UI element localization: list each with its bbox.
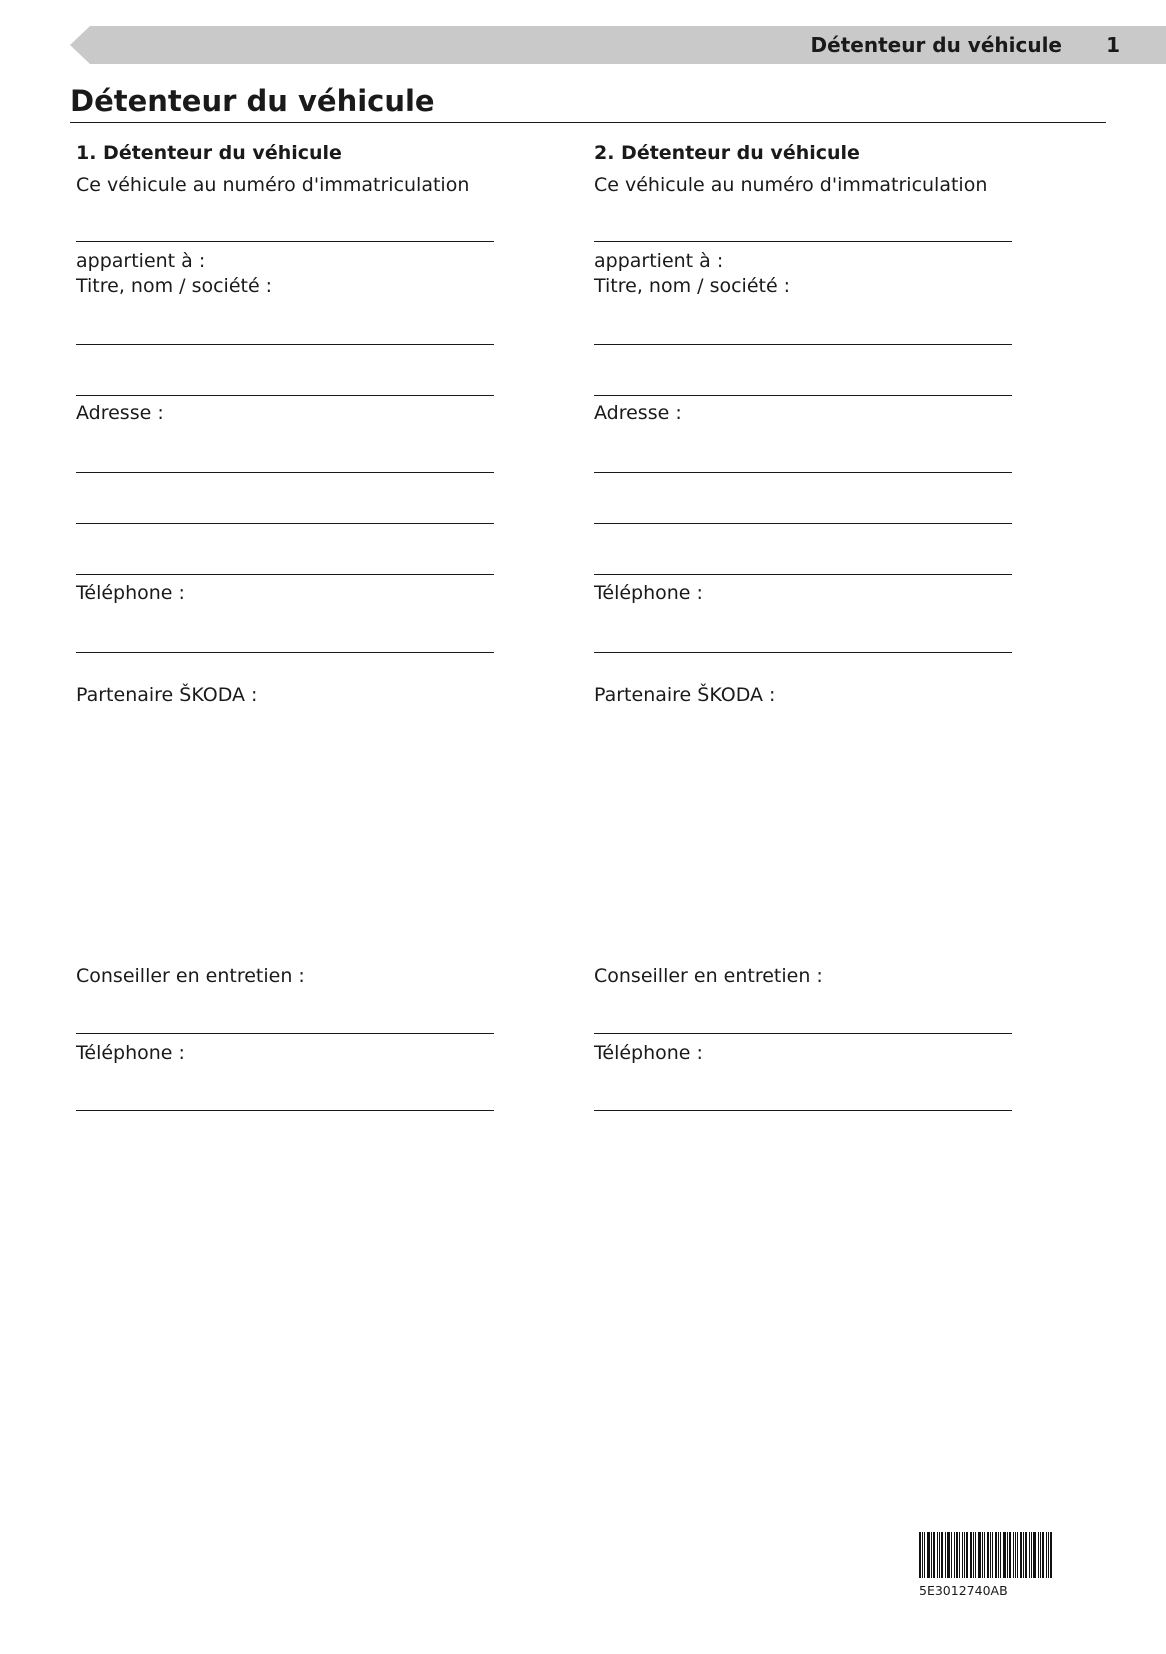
- phone-field[interactable]: [76, 652, 494, 653]
- name-field-2[interactable]: [594, 395, 1012, 396]
- barcode-bar: [1048, 1532, 1049, 1578]
- barcode-bar: [954, 1532, 955, 1578]
- name-field-2[interactable]: [76, 395, 494, 396]
- barcode-bar: [959, 1532, 960, 1578]
- barcode-bar: [941, 1532, 943, 1578]
- barcode-bar: [1007, 1532, 1008, 1578]
- running-header-title: Détenteur du véhicule: [810, 33, 1062, 57]
- barcode-bar: [990, 1532, 991, 1578]
- owner-2-intro: Ce véhicule au numéro d'immatriculation: [594, 174, 988, 196]
- owner-1-heading: 1. Détenteur du véhicule: [76, 142, 342, 164]
- address-field-2[interactable]: [594, 523, 1012, 524]
- barcode-bar: [1009, 1532, 1011, 1578]
- barcode-bar: [966, 1532, 968, 1578]
- barcode-bar: [964, 1532, 965, 1578]
- address-field-1[interactable]: [594, 472, 1012, 473]
- partner-label: Partenaire ŠKODA :: [594, 684, 776, 706]
- barcode-bar: [973, 1532, 974, 1578]
- address-field-2[interactable]: [76, 523, 494, 524]
- barcode-bar: [987, 1532, 989, 1578]
- barcode-graphic: [919, 1532, 1077, 1578]
- advisor-phone-label: Téléphone :: [76, 1042, 185, 1064]
- barcode-bar: [992, 1532, 993, 1578]
- barcode-bar: [975, 1532, 976, 1578]
- advisor-field[interactable]: [76, 1033, 494, 1034]
- barcode-bar: [1003, 1532, 1006, 1578]
- belongs-to-label: appartient à :: [594, 250, 724, 272]
- barcode-bar: [984, 1532, 985, 1578]
- name-field-1[interactable]: [76, 344, 494, 345]
- barcode-bar: [995, 1532, 997, 1578]
- address-label: Adresse :: [76, 402, 164, 424]
- barcode-bar: [931, 1532, 932, 1578]
- barcode-bar: [933, 1532, 935, 1578]
- barcode-bar: [939, 1532, 940, 1578]
- barcode-bar: [1042, 1532, 1044, 1578]
- barcode-bar: [924, 1532, 925, 1578]
- barcode-bar: [945, 1532, 946, 1578]
- advisor-phone-field[interactable]: [76, 1110, 494, 1111]
- barcode-bar: [919, 1532, 921, 1578]
- page-number: 1: [1106, 33, 1120, 57]
- owner-1-intro: Ce véhicule au numéro d'immatriculation: [76, 174, 470, 196]
- barcode-bar: [1015, 1532, 1016, 1578]
- barcode-bar: [947, 1532, 950, 1578]
- barcode-bar: [1033, 1532, 1036, 1578]
- barcode-bar: [1046, 1532, 1047, 1578]
- barcode-bar: [927, 1532, 930, 1578]
- owner-1-form: [76, 0, 516, 1654]
- barcode-bar: [1013, 1532, 1014, 1578]
- barcode-bar: [951, 1532, 952, 1578]
- page-title: Détenteur du véhicule: [70, 84, 435, 118]
- barcode-bar: [1017, 1532, 1018, 1578]
- barcode-bar: [1031, 1532, 1032, 1578]
- owner-2-form: [594, 0, 1034, 1654]
- barcode-bar: [1029, 1532, 1030, 1578]
- barcode-number: 5E3012740AB: [919, 1583, 1008, 1598]
- barcode-bar: [978, 1532, 981, 1578]
- barcode-bar: [1038, 1532, 1039, 1578]
- advisor-label: Conseiller en entretien :: [76, 965, 305, 987]
- name-label: Titre, nom / société :: [594, 275, 791, 297]
- name-label: Titre, nom / société :: [76, 275, 273, 297]
- address-field-3[interactable]: [76, 574, 494, 575]
- barcode-bar: [970, 1532, 972, 1578]
- belongs-to-label: appartient à :: [76, 250, 206, 272]
- phone-label: Téléphone :: [76, 582, 185, 604]
- barcode-bar: [937, 1532, 938, 1578]
- barcode-bar: [982, 1532, 983, 1578]
- barcode-bar: [1050, 1532, 1052, 1578]
- barcode-bar: [998, 1532, 999, 1578]
- barcode-bar: [1040, 1532, 1041, 1578]
- partner-label: Partenaire ŠKODA :: [76, 684, 258, 706]
- barcode-bar: [956, 1532, 958, 1578]
- owner-2-heading: 2. Détenteur du véhicule: [594, 142, 860, 164]
- barcode-bar: [962, 1532, 963, 1578]
- registration-field[interactable]: [76, 241, 494, 242]
- address-field-1[interactable]: [76, 472, 494, 473]
- address-label: Adresse :: [594, 402, 682, 424]
- barcode-bar: [1020, 1532, 1022, 1578]
- phone-field[interactable]: [594, 652, 1012, 653]
- barcode-bar: [1000, 1532, 1001, 1578]
- advisor-phone-label: Téléphone :: [594, 1042, 703, 1064]
- barcode-bar: [1025, 1532, 1027, 1578]
- name-field-1[interactable]: [594, 344, 1012, 345]
- registration-field[interactable]: [594, 241, 1012, 242]
- address-field-3[interactable]: [594, 574, 1012, 575]
- advisor-phone-field[interactable]: [594, 1110, 1012, 1111]
- barcode-bar: [1023, 1532, 1024, 1578]
- advisor-field[interactable]: [594, 1033, 1012, 1034]
- phone-label: Téléphone :: [594, 582, 703, 604]
- barcode-bar: [922, 1532, 923, 1578]
- advisor-label: Conseiller en entretien :: [594, 965, 823, 987]
